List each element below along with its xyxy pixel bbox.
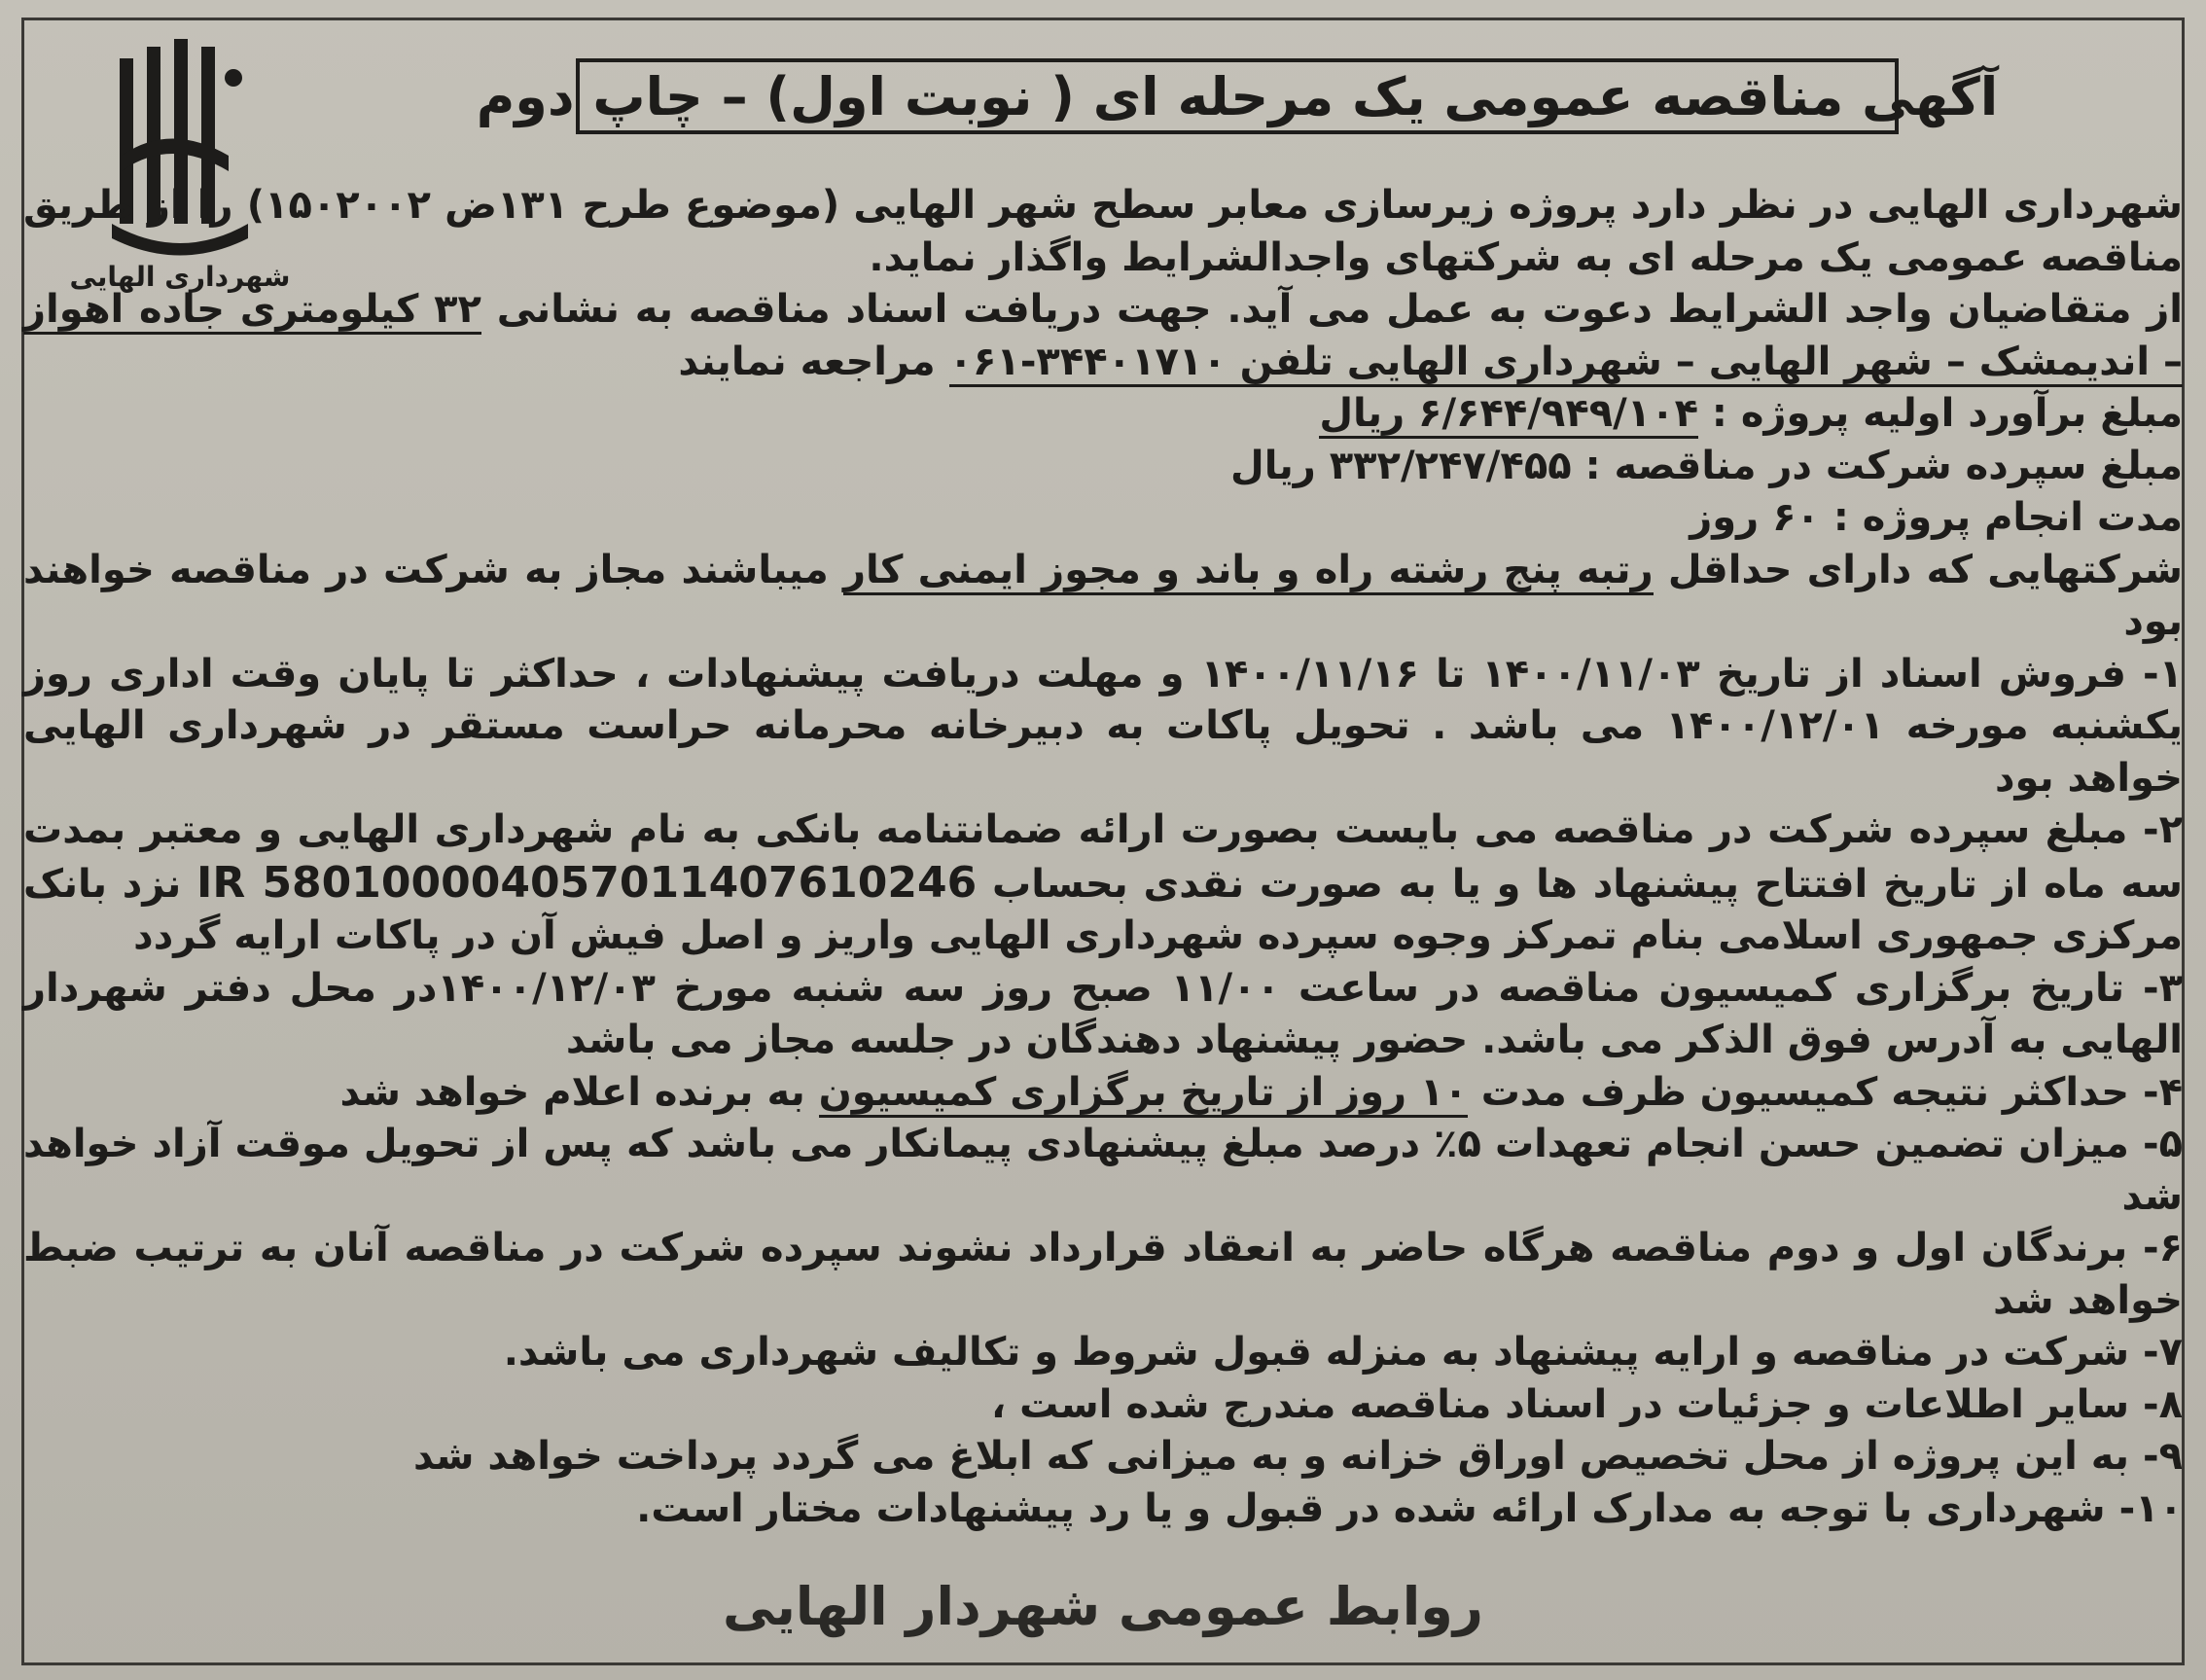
duration-line: مدت انجام پروژه : ۶۰ روز [1690, 495, 2183, 540]
item-8: ۸- سایر اطلاعات و جزئیات در اسناد مناقصه مندرج شده است ، [990, 1381, 2183, 1427]
iban-number: IR 580100004057011407610246 [196, 857, 978, 908]
item-7: ۷- شرکت در مناقصه و ارایه پیشنهاد به منزله قبول شروط و تکالیف شهرداری می باشد. [503, 1330, 2183, 1375]
item-5: ۵- میزان تضمین حسن انجام تعهدات ۵٪ درصد مبلغ پیشنهادی پیمانکار می باشد که پس از تحویل موقت آزاد خواهد شد [23, 1122, 2184, 1219]
item-2-text: ۲- مبلغ سپرده شرکت در مناقصه می بایست بصورت ارائه ضمانتنامه بانکی به نام شهرداری الهایی و معتبر بمدت سه ماه از تاریخ افتتاح پیشنهاد ها و یا به صورت نقدی بحساب [23, 807, 2183, 907]
intro-paragraph: شهرداری الهایی در نظر دارد پروژه زیرسازی معابر سطح شهر الهایی (موضوع طرح ۱۳۱ض ۱۵۰۲۰۰۲) را از طریق مناقصه عمومی یک مرحله ای به شرکتهای واجدالشرایط واگذار نماید. [23, 183, 2184, 280]
invitation-paragraph [23, 284, 2183, 388]
ad-body [23, 180, 2183, 1535]
item-2-end: نزد بانک مرکزی جمهوری اسلامی بنام تمرکز وجوه سپرده شهرداری الهایی واریز و اصل فیش آن در پاکات ارایه گردد [23, 861, 2183, 958]
item-1: ۱- فروش اسناد از تاریخ ۱۴۰۰/۱۱/۰۳ تا ۱۴۰۰/۱۱/۱۶ و مهلت دریافت پیشنهادات ، حداکثر تا پایان وقت اداری روز یکشنبه مورخه ۱۴۰۰/۱۲/۰۱ می باشد . تحویل پاکات به دبیرخانه محرمانه حراست مستقر در شهرداری الهایی خواهد بود [23, 651, 2184, 801]
address-text: ۳۲ کیلومتری جاده اهواز – اندیمشک – شهر الهایی – شهرداری الهایی تلفن ۳۴۴۰۱۷۱۰-۰۶۱ [23, 287, 2183, 387]
deposit-value: ۳۳۲/۲۴۷/۴۵۵ ریال [1230, 443, 1572, 488]
item-6: ۶- برندگان اول و دوم مناقصه هرگاه حاضر به انعقاد قرارداد نشوند سپرده شرکت در مناقصه آنان به ترتیب ضبط خواهد شد [23, 1226, 2183, 1323]
item-4-text: ۴- حداکثر نتیجه کمیسیون ظرف مدت [1467, 1069, 2183, 1115]
estimate-label: مبلغ برآورد اولیه پروژه : [1698, 391, 2183, 436]
deposit-label: مبلغ سپرده شرکت در مناقصه : [1571, 443, 2183, 488]
item-10: ۱۰- شهرداری با توجه به مدارک ارائه شده در قبول و یا رد پیشنهادات مختار است. [636, 1485, 2183, 1531]
invitation-text: از متقاضیان واجد الشرایط دعوت به عمل می آید. جهت دریافت اسناد مناقصه به نشانی [480, 287, 2183, 332]
item-3: ۳- تاریخ برگزاری کمیسیون مناقصه در ساعت ۱۱/۰۰ صبح روز سه شنبه مورخ ۱۴۰۰/۱۲/۰۳در محل دفتر شهردار الهایی به آدرس فوق الذکر می باشد. حضور پیشنهاد دهندگان در جلسه مجاز می باشد [23, 965, 2183, 1062]
estimate-value: ۶/۶۴۴/۹۴۹/۱۰۴ ریال [1319, 391, 1698, 439]
eligibility-paragraph [23, 545, 2183, 649]
eligibility-requirement: رتبه پنج رشته راه و باند و مجوز ایمنی کار [843, 548, 1654, 595]
ad-signature: روابط عمومی شهردار الهایی [723, 1576, 1483, 1637]
item-4 [23, 1067, 2183, 1120]
item-4-deadline: ۱۰ روز از تاریخ برگزاری کمیسیون [819, 1070, 1468, 1118]
eligibility-text: شرکتهایی که دارای حداقل [1653, 547, 2184, 592]
item-2 [23, 804, 2183, 963]
item-9: ۹- به این پروژه از محل تخصیص اوراق خزانه و به میزانی که ابلاغ می گردد پرداخت خواهد شد [413, 1434, 2183, 1479]
ad-title-box [476, 58, 1999, 134]
deposit-line [23, 441, 2183, 493]
item-4-end: به برنده اعلام خواهد شد [339, 1069, 819, 1115]
eligibility-end: میباشند مجاز به شرکت در مناقصه خواهند بود [23, 547, 2183, 644]
logo-caption: شهرداری الهایی [69, 261, 291, 293]
ad-title: آگهی مناقصه عمومی یک مرحله ای ( نوبت اول) – چاپ دوم [476, 65, 1999, 127]
estimate-line [23, 388, 2183, 441]
invitation-end: مراجعه نمایند [678, 339, 949, 384]
